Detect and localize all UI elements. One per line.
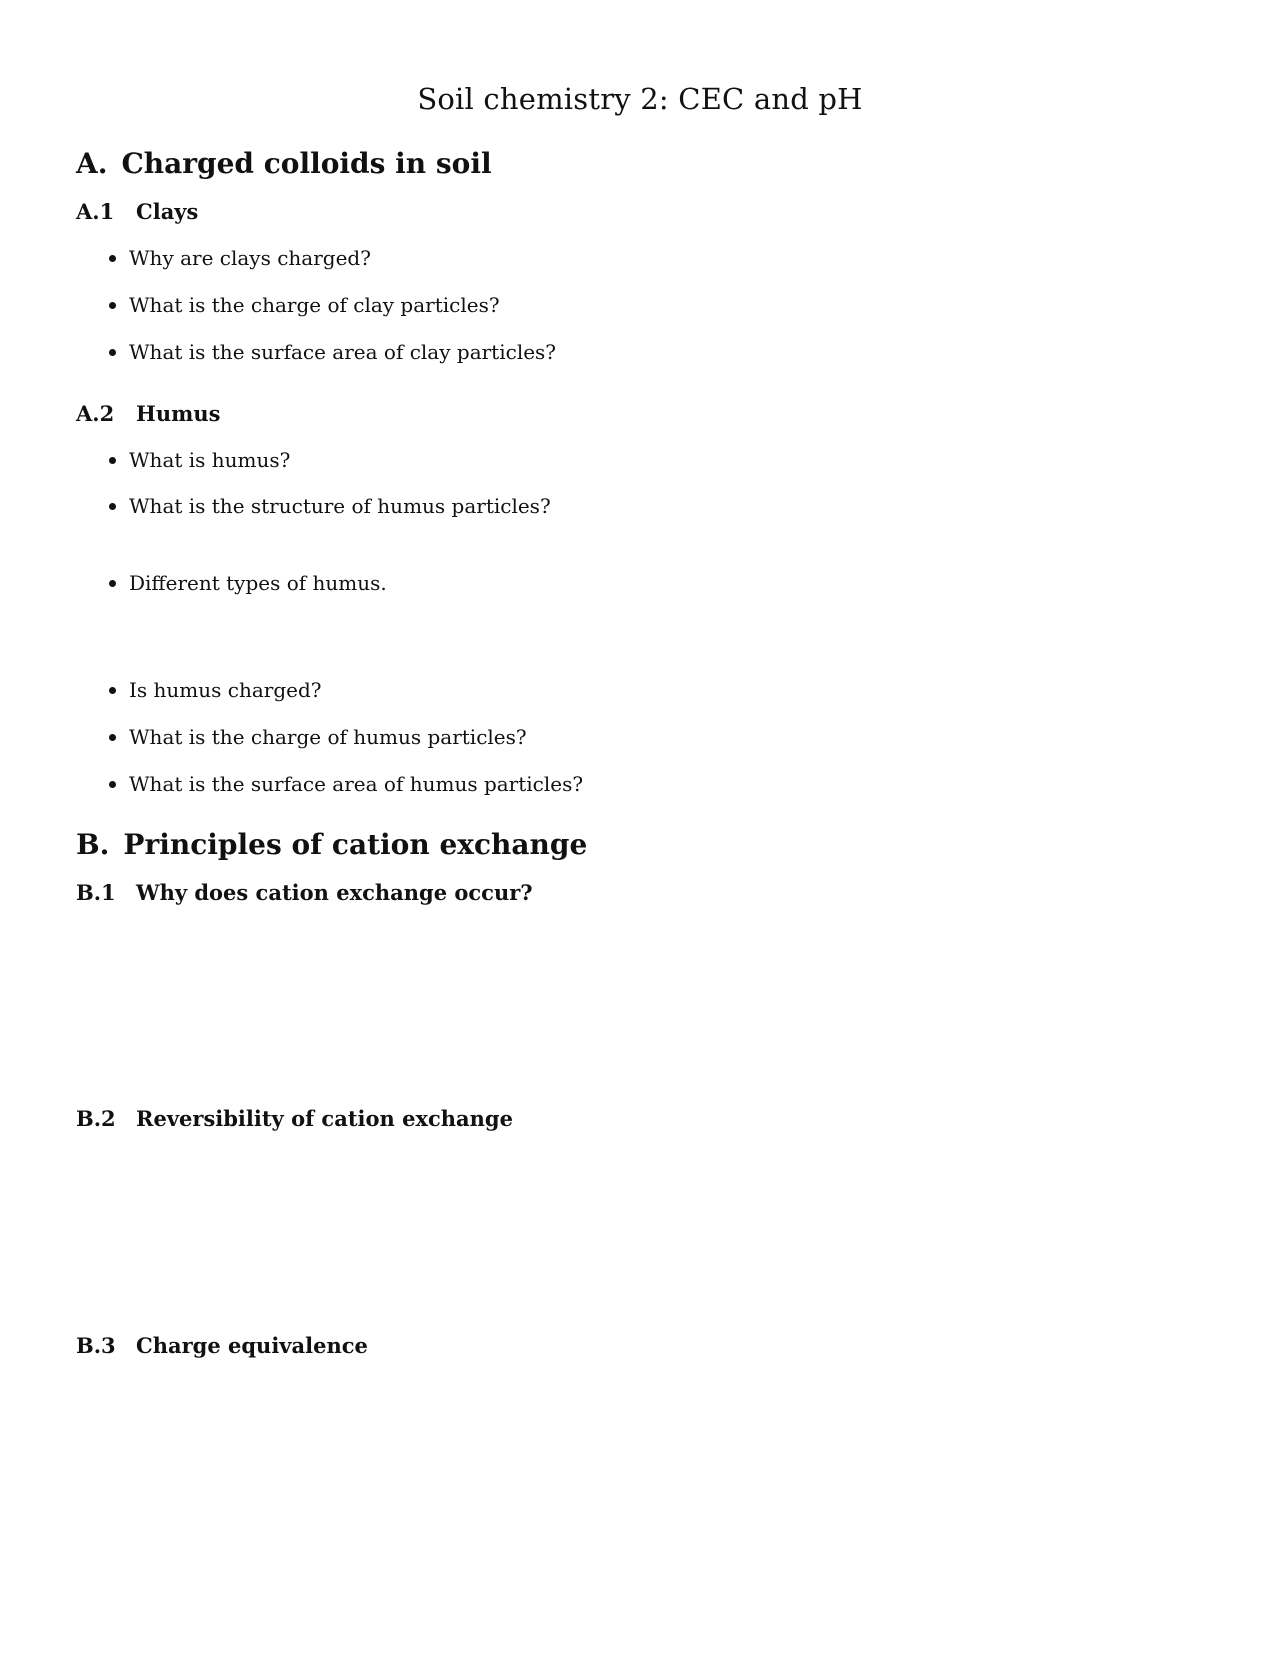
subsection-title: Reversibility of cation exchange: [136, 1106, 513, 1131]
list-item: [109, 293, 500, 317]
subsection-title: Why does cation exchange occur?: [136, 880, 533, 905]
list-item: [109, 494, 551, 518]
section-number: B.: [76, 828, 110, 861]
list-item: [109, 448, 290, 472]
list-item-text: What is the structure of humus particles?: [129, 494, 551, 518]
bullet-icon: [109, 781, 116, 788]
section-heading-b: [76, 828, 587, 861]
list-item-text: What is the surface area of humus particles?: [129, 772, 584, 796]
list-item: [109, 725, 527, 749]
list-item-text: What is humus?: [129, 448, 291, 472]
subsection-title: Charge equivalence: [136, 1333, 368, 1358]
document-title: Soil chemistry 2: CEC and pH: [417, 82, 863, 116]
bullet-icon: [109, 457, 116, 464]
list-item: [109, 246, 371, 270]
subsection-number: B.2: [76, 1106, 116, 1131]
list-item-text: What is the surface area of clay particles?: [129, 340, 557, 364]
list-item: [109, 340, 556, 364]
bullet-icon: [109, 734, 116, 741]
bullet-icon: [109, 580, 116, 587]
subsection-title: Humus: [136, 401, 221, 426]
subsection-number: A.2: [76, 401, 115, 426]
subsection-title: Clays: [136, 199, 199, 224]
bullet-icon: [109, 255, 116, 262]
list-item: [109, 571, 387, 595]
list-item-text: What is the charge of humus particles?: [129, 725, 527, 749]
bullet-icon: [109, 302, 116, 309]
section-title: Charged colloids in soil: [121, 147, 492, 180]
bullet-icon: [109, 503, 116, 510]
subsection-number: B.3: [76, 1333, 116, 1358]
list-item-text: What is the charge of clay particles?: [129, 293, 500, 317]
subsection-number: B.1: [76, 880, 116, 905]
section-title: Principles of cation exchange: [123, 828, 588, 861]
bullet-icon: [109, 349, 116, 356]
list-item: [109, 678, 321, 702]
section-number: A.: [76, 147, 108, 180]
subsection-number: A.1: [76, 199, 115, 224]
list-item-text: Is humus charged?: [129, 678, 322, 702]
subsection-heading-b2: [76, 1106, 513, 1131]
list-item-text: Different types of humus.: [129, 571, 387, 595]
list-item: [109, 772, 583, 796]
subsection-heading-b3: [76, 1333, 368, 1358]
subsection-heading-a2: [76, 401, 220, 426]
subsection-heading-a1: [76, 199, 198, 224]
list-item-text: Why are clays charged?: [129, 246, 371, 270]
subsection-heading-b1: [76, 880, 533, 905]
bullet-icon: [109, 687, 116, 694]
section-heading-a: [76, 147, 492, 180]
